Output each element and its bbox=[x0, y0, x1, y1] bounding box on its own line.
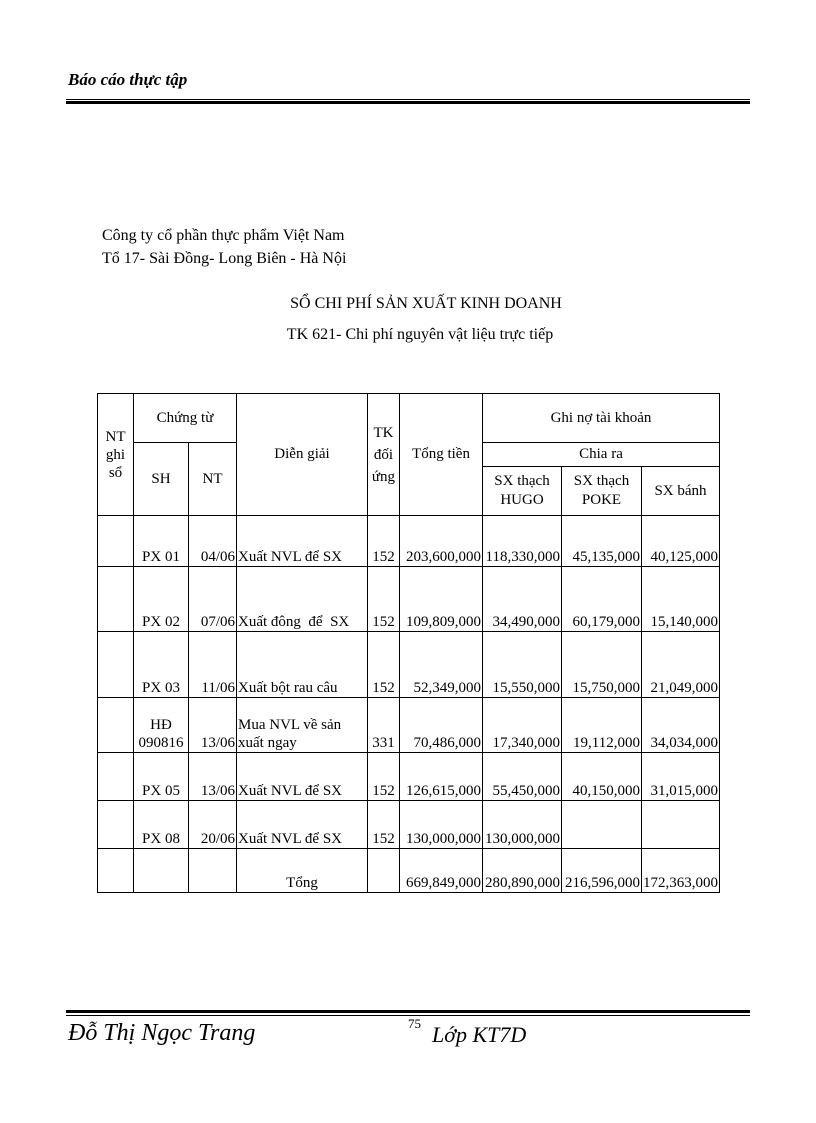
cell-hugo: 34,490,000 bbox=[483, 567, 562, 632]
cell-poke: 60,179,000 bbox=[562, 567, 642, 632]
company-info bbox=[102, 224, 346, 270]
header-title: Báo cáo thực tập bbox=[68, 70, 188, 89]
total-banh: 172,363,000 bbox=[642, 849, 720, 893]
total-tong: 669,849,000 bbox=[400, 849, 483, 893]
header-chung-tu: Chứng từ bbox=[134, 394, 237, 443]
cell-sh: PX 08 bbox=[134, 801, 189, 849]
total-poke: 216,596,000 bbox=[562, 849, 642, 893]
cell-tk: 152 bbox=[368, 516, 400, 567]
cell-poke: 45,135,000 bbox=[562, 516, 642, 567]
cell-hugo: 17,340,000 bbox=[483, 698, 562, 753]
cell-banh: 34,034,000 bbox=[642, 698, 720, 753]
header-tk-doi-ung: TK đối ứng bbox=[368, 394, 400, 516]
document-title: SỔ CHI PHÍ SẢN XUẤT KINH DOANH bbox=[290, 295, 562, 312]
cell-banh bbox=[642, 801, 720, 849]
cell-nt: 11/06 bbox=[189, 632, 237, 698]
cell-nt: 13/06 bbox=[189, 753, 237, 801]
cell-tk: 152 bbox=[368, 753, 400, 801]
total-row bbox=[98, 849, 720, 893]
cell-hugo: 15,550,000 bbox=[483, 632, 562, 698]
cell-tk: 331 bbox=[368, 698, 400, 753]
header-nt-ghi-so: NT ghi sổ bbox=[98, 394, 134, 516]
header-chia-ra: Chia ra bbox=[483, 443, 720, 467]
cell-nt: 20/06 bbox=[189, 801, 237, 849]
table-row bbox=[98, 632, 720, 698]
cell-dien-giai: Xuất NVL để SX bbox=[237, 753, 368, 801]
cell-banh: 15,140,000 bbox=[642, 567, 720, 632]
cell-nt: 04/06 bbox=[189, 516, 237, 567]
header-poke: SX thạch POKE bbox=[562, 467, 642, 516]
footer-author: Đỗ Thị Ngọc Trang bbox=[68, 1020, 256, 1046]
header-nt: NT bbox=[189, 443, 237, 516]
header-dien-giai: Diễn giải bbox=[237, 394, 368, 516]
header-banh: SX bánh bbox=[642, 467, 720, 516]
table-row bbox=[98, 801, 720, 849]
cell-banh: 40,125,000 bbox=[642, 516, 720, 567]
cell-tong: 130,000,000 bbox=[400, 801, 483, 849]
cell-dien-giai: Xuất NVL để SX bbox=[237, 801, 368, 849]
document-subtitle: TK 621- Chi phí nguyên vật liệu trực tiếp bbox=[286, 326, 554, 343]
cell-poke: 15,750,000 bbox=[562, 632, 642, 698]
cell-sh: PX 01 bbox=[134, 516, 189, 567]
company-name: Công ty cổ phần thực phẩm Việt Nam bbox=[102, 227, 345, 244]
cell-tk: 152 bbox=[368, 632, 400, 698]
header-ghi-no: Ghi nợ tài khoản bbox=[483, 394, 720, 443]
cell-tong: 70,486,000 bbox=[400, 698, 483, 753]
cell-tong: 52,349,000 bbox=[400, 632, 483, 698]
cell-tong: 203,600,000 bbox=[400, 516, 483, 567]
cell-tk: 152 bbox=[368, 801, 400, 849]
cell-nt: 13/06 bbox=[189, 698, 237, 753]
cell-sh: PX 02 bbox=[134, 567, 189, 632]
cell-banh: 31,015,000 bbox=[642, 753, 720, 801]
table-row bbox=[98, 753, 720, 801]
cell-poke bbox=[562, 801, 642, 849]
cell-dien-giai: Xuất NVL để SX bbox=[237, 516, 368, 567]
cell-sh: PX 05 bbox=[134, 753, 189, 801]
cell-sh: HĐ 090816 bbox=[134, 698, 189, 753]
table-row bbox=[98, 516, 720, 567]
cell-tk: 152 bbox=[368, 567, 400, 632]
cell-hugo: 118,330,000 bbox=[483, 516, 562, 567]
page-number: 75 bbox=[408, 1016, 421, 1031]
total-hugo: 280,890,000 bbox=[483, 849, 562, 893]
footer-class: Lớp KT7D bbox=[432, 1022, 527, 1047]
company-address: Tổ 17- Sài Đồng- Long Biên - Hà Nội bbox=[102, 250, 347, 267]
header-divider-thick bbox=[66, 101, 750, 104]
header-divider bbox=[66, 99, 750, 100]
cell-tong: 109,809,000 bbox=[400, 567, 483, 632]
cell-dien-giai: Xuất đông để SX bbox=[237, 567, 368, 632]
cell-hugo: 55,450,000 bbox=[483, 753, 562, 801]
cell-tong: 126,615,000 bbox=[400, 753, 483, 801]
table-row bbox=[98, 567, 720, 632]
cell-banh: 21,049,000 bbox=[642, 632, 720, 698]
cell-poke: 40,150,000 bbox=[562, 753, 642, 801]
ledger-table bbox=[97, 393, 720, 893]
cell-poke: 19,112,000 bbox=[562, 698, 642, 753]
cell-dien-giai: Mua NVL về sản xuất ngay bbox=[237, 698, 368, 753]
total-label: Tổng bbox=[237, 849, 368, 893]
cell-sh: PX 03 bbox=[134, 632, 189, 698]
header-sh: SH bbox=[134, 443, 189, 516]
cell-dien-giai: Xuất bột rau câu bbox=[237, 632, 368, 698]
table-row bbox=[98, 698, 720, 753]
header-tong-tien: Tổng tiền bbox=[400, 394, 483, 516]
cell-hugo: 130,000,000 bbox=[483, 801, 562, 849]
cell-nt: 07/06 bbox=[189, 567, 237, 632]
header-hugo: SX thạch HUGO bbox=[483, 467, 562, 516]
footer-divider-thick bbox=[66, 1010, 750, 1013]
